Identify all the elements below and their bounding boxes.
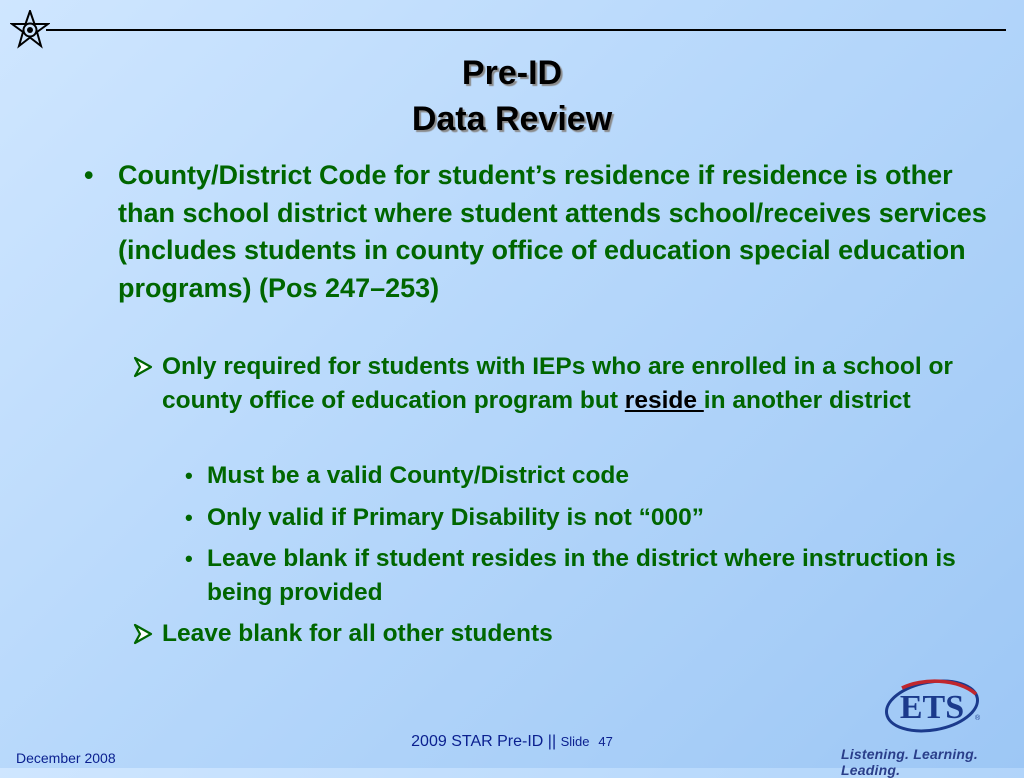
- ets-tagline: Listening. Learning. Leading.: [841, 746, 979, 778]
- reside-link[interactable]: reside: [624, 387, 704, 414]
- bullet-dot-icon: •: [185, 463, 193, 488]
- footer-date: December 2008: [16, 750, 116, 766]
- ets-logo-text: ETS: [899, 689, 965, 726]
- star-logo-icon: [10, 10, 50, 50]
- sub-sub-bullet-2: Only valid if Primary Disability is not “000”: [207, 504, 704, 531]
- main-bullet-text: County/District Code for student’s residence if residence is other than school district where student attends school/receives services (includes students in county office of education special education programs) (Pos 247–253): [118, 160, 987, 303]
- bullet-dot-icon: •: [84, 160, 94, 190]
- footer-slide-label: Slide: [560, 734, 590, 749]
- svg-text:®: ®: [975, 715, 981, 722]
- arrow-bullet-icon: [133, 356, 153, 378]
- ets-logo: [882, 676, 982, 736]
- title-line-2: Data Review: [411, 100, 613, 138]
- sub-bullet-2: Leave blank for all other students: [162, 620, 553, 647]
- bullet-dot-icon: •: [185, 505, 193, 530]
- bullet-dot-icon: •: [185, 546, 193, 571]
- footer-slide-info: [0, 733, 1024, 751]
- sub-sub-bullet-1: Must be a valid County/District code: [207, 462, 630, 489]
- footer-slide-number: 47: [598, 734, 613, 749]
- sub-bullet-1-text-end: in another district: [703, 387, 911, 414]
- top-rule: [46, 29, 1006, 31]
- footer-title: 2009 STAR Pre-ID ||: [411, 733, 557, 750]
- sub-sub-bullet-3: Leave blank if student resides in the district where instruction is being provided: [207, 545, 956, 606]
- arrow-bullet-icon: [133, 623, 153, 645]
- slide-title: [0, 50, 1024, 142]
- sub-bullet-1-text: Only required for students with IEPs who are enrolled in a school or county office of education program but: [162, 353, 953, 414]
- title-line-1: Pre-ID: [461, 54, 563, 92]
- sub-bullet-1: [162, 350, 982, 418]
